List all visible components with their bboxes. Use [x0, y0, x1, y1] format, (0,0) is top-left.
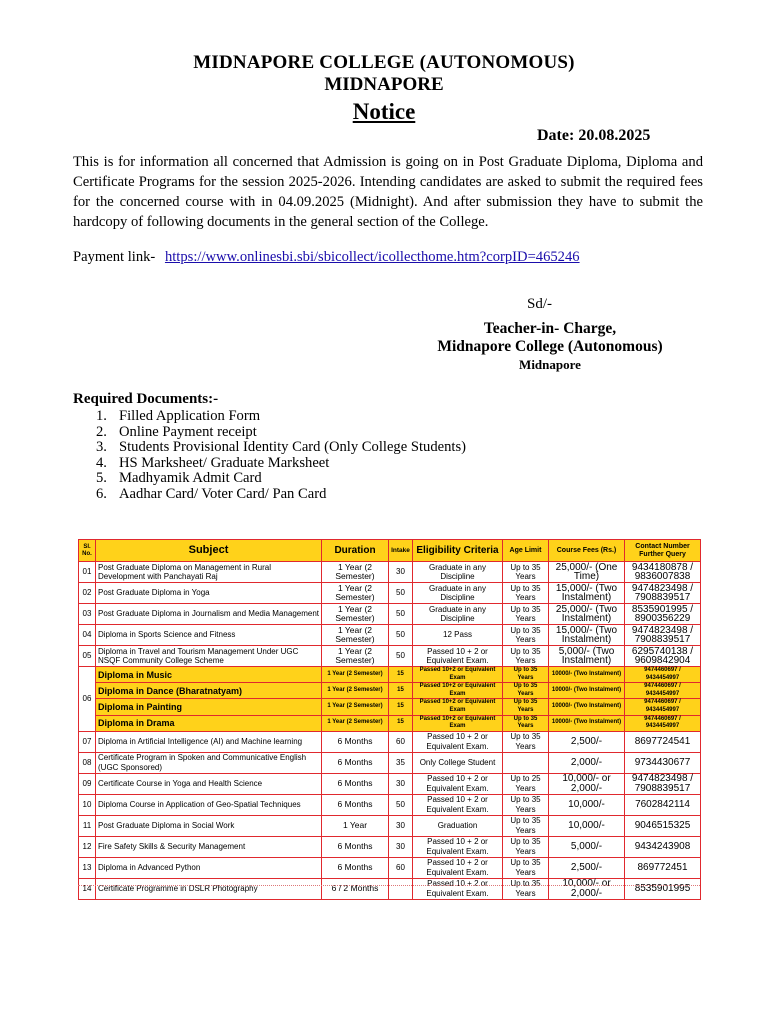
cell-contact: 8535901995: [625, 878, 701, 899]
cell-fees: 25,000/- (Two Instalment): [549, 604, 625, 625]
cell-eligibility: Passed 10+2 or Equivalent Exam: [413, 667, 503, 683]
cell-fees: 10000/- (Two Instalment): [549, 715, 625, 731]
cell-age: Up to 35 Years: [503, 646, 549, 667]
cell-subject: Post Graduate Diploma in Journalism and Media Management: [96, 604, 322, 625]
cell-duration: 6 Months: [322, 773, 389, 794]
col-sl: Sl. No.: [79, 540, 96, 562]
cell-contact: 7602842114: [625, 794, 701, 815]
cell-sl: 04: [79, 625, 96, 646]
cell-subject: Post Graduate Diploma in Yoga: [96, 583, 322, 604]
cell-intake: 50: [389, 646, 413, 667]
table-row: [79, 604, 701, 625]
cell-sl: 06: [79, 667, 96, 732]
cell-age: Up to 35 Years: [503, 625, 549, 646]
cell-intake: 50: [389, 625, 413, 646]
list-item: 1. Filled Application Form: [96, 408, 261, 424]
notice-heading: Notice: [352, 99, 416, 124]
list-item: 3. Students Provisional Identity Card (Only College Students): [96, 439, 466, 455]
college-name: MIDNAPORE COLLEGE (AUTONOMOUS): [193, 52, 575, 73]
table-row: [79, 583, 701, 604]
col-fees: Course Fees (Rs.): [549, 540, 625, 562]
cell-intake: 15: [389, 715, 413, 731]
table-row: [79, 815, 701, 836]
cell-contact: 9046515325: [625, 815, 701, 836]
cell-duration: 6 Months: [322, 794, 389, 815]
cell-contact: 9474823498 / 7908839517: [625, 773, 701, 794]
cell-contact: 9434180878 / 9836007838: [625, 562, 701, 583]
cell-age: Up to 35 Years: [503, 731, 549, 752]
cell-eligibility: Passed 10 + 2 or Equivalent Exam.: [413, 857, 503, 878]
col-subject: Subject: [96, 540, 322, 562]
table-row: [79, 857, 701, 878]
cell-duration: 6 Months: [322, 731, 389, 752]
cell-age: Up to 35 Years: [503, 857, 549, 878]
cell-duration: 1 Year (2 Semester): [322, 625, 389, 646]
cell-subject: Diploma Course in Application of Geo-Spatial Techniques: [96, 794, 322, 815]
courses-table-wrapper: [78, 539, 700, 900]
cell-eligibility: Passed 10 + 2 or Equivalent Exam.: [413, 646, 503, 667]
cell-intake: 30: [389, 815, 413, 836]
cell-duration: 1 Year (2 Semester): [322, 699, 389, 715]
cell-duration: 1 Year: [322, 815, 389, 836]
cell-eligibility: Passed 10 + 2 or Equivalent Exam.: [413, 836, 503, 857]
cell-fees: 10,000/- or 2,000/-: [549, 878, 625, 899]
cell-eligibility: 12 Pass: [413, 625, 503, 646]
cell-intake: 15: [389, 667, 413, 683]
cell-age: Up to 35 Years: [503, 715, 549, 731]
signature-sd: Sd/-: [527, 296, 553, 312]
cell-sl: 07: [79, 731, 96, 752]
cell-contact: 9474460697 / 9434454997: [625, 683, 701, 699]
table-row: [79, 667, 701, 683]
signature-college: Midnapore College (Autonomous): [437, 338, 663, 355]
cell-subject: Diploma in Dance (Bharatnatyam): [96, 683, 322, 699]
cell-fees: 10000/- (Two Instalment): [549, 699, 625, 715]
cell-age: Up to 35 Years: [503, 836, 549, 857]
cell-sl: 03: [79, 604, 96, 625]
cell-intake: 15: [389, 683, 413, 699]
cell-age: Up to 25 Years: [503, 773, 549, 794]
cell-duration: 1 Year (2 Semester): [322, 646, 389, 667]
cell-contact: 8697724541: [625, 731, 701, 752]
cell-age: Up to 35 Years: [503, 878, 549, 899]
cell-eligibility: Passed 10 + 2 or Equivalent Exam.: [413, 794, 503, 815]
col-age: Age Limit: [503, 540, 549, 562]
table-row: [79, 752, 701, 773]
table-bottom-border: [78, 885, 700, 890]
cell-intake: 15: [389, 699, 413, 715]
table-row: [79, 773, 701, 794]
courses-table: [78, 539, 701, 900]
cell-fees: 10,000/- or 2,000/-: [549, 773, 625, 794]
cell-subject: Diploma in Music: [96, 667, 322, 683]
col-eligibility: Eligibility Criteria: [413, 540, 503, 562]
cell-sl: 09: [79, 773, 96, 794]
cell-subject: Fire Safety Skills & Security Management: [96, 836, 322, 857]
table-row: [79, 715, 701, 731]
cell-sl: 11: [79, 815, 96, 836]
cell-intake: 60: [389, 731, 413, 752]
cell-intake: 30: [389, 836, 413, 857]
cell-fees: 10,000/-: [549, 794, 625, 815]
cell-subject: Post Graduate Diploma in Social Work: [96, 815, 322, 836]
cell-duration: 1 Year (2 Semester): [322, 683, 389, 699]
cell-sl: 13: [79, 857, 96, 878]
cell-age: Up to 35 Years: [503, 794, 549, 815]
cell-age: Up to 35 Years: [503, 815, 549, 836]
cell-eligibility: Passed 10+2 or Equivalent Exam: [413, 683, 503, 699]
cell-contact: 9734430677: [625, 752, 701, 773]
list-item: 5. Madhyamik Admit Card: [96, 470, 262, 486]
cell-fees: 2,500/-: [549, 857, 625, 878]
cell-sl: 10: [79, 794, 96, 815]
cell-contact: 9434243908: [625, 836, 701, 857]
cell-intake: 35: [389, 752, 413, 773]
cell-fees: 10000/- (Two Instalment): [549, 667, 625, 683]
cell-duration: 6 Months: [322, 857, 389, 878]
cell-subject: Diploma in Travel and Tourism Management Under UGC NSQF Community College Scheme: [96, 646, 322, 667]
cell-subject: Diploma in Advanced Python: [96, 857, 322, 878]
cell-subject: Diploma in Artificial Intelligence (AI) and Machine learning: [96, 731, 322, 752]
cell-fees: 5,000/-: [549, 836, 625, 857]
cell-eligibility: Passed 10+2 or Equivalent Exam: [413, 715, 503, 731]
cell-contact: 9474460697 / 9434454997: [625, 715, 701, 731]
cell-contact: 869772451: [625, 857, 701, 878]
cell-eligibility: Passed 10 + 2 or Equivalent Exam.: [413, 731, 503, 752]
cell-age: Up to 35 Years: [503, 562, 549, 583]
list-item: 2. Online Payment receipt: [96, 423, 257, 440]
cell-duration: 1 Year (2 Semester): [322, 583, 389, 604]
table-row: [79, 836, 701, 857]
payment-link[interactable]: https://www.onlinesbi.sbi/sbicollect/icollecthome.htm?corpID=465246: [164, 249, 580, 265]
cell-contact: 8535901995 / 8900356229: [625, 604, 701, 625]
documents-list: [96, 409, 466, 502]
cell-sl: 08: [79, 752, 96, 773]
cell-sl: 12: [79, 836, 96, 857]
cell-age: Up to 35 Years: [503, 604, 549, 625]
cell-subject: Diploma in Drama: [96, 715, 322, 731]
cell-duration: 6 Months: [322, 752, 389, 773]
cell-duration: 1 Year (2 Semester): [322, 562, 389, 583]
cell-duration: 1 Year (2 Semester): [322, 715, 389, 731]
list-item: 4. HS Marksheet/ Graduate Marksheet: [96, 454, 330, 471]
cell-subject: Certificate Course in Yoga and Health Science: [96, 773, 322, 794]
cell-intake: 30: [389, 562, 413, 583]
table-row: [79, 646, 701, 667]
cell-duration: 6 / 2 Months: [322, 878, 389, 899]
cell-contact: 9474823498 / 7908839517: [625, 625, 701, 646]
signature-title: Teacher-in- Charge,: [483, 320, 617, 337]
col-contact: Contact Number Further Query: [625, 540, 701, 562]
cell-duration: 1 Year (2 Semester): [322, 667, 389, 683]
documents-heading: Required Documents:-: [73, 391, 219, 407]
col-intake: Intake: [389, 540, 413, 562]
cell-eligibility: Passed 10+2 or Equivalent Exam: [413, 699, 503, 715]
cell-fees: 15,000/- (Two Instalment): [549, 625, 625, 646]
cell-intake: 30: [389, 773, 413, 794]
cell-fees: 25,000/- (One Time): [549, 562, 625, 583]
list-item: 6. Aadhar Card/ Voter Card/ Pan Card: [96, 485, 327, 502]
cell-intake: 50: [389, 583, 413, 604]
cell-eligibility: Graduate in any Discipline: [413, 604, 503, 625]
cell-age: [503, 752, 549, 773]
col-duration: Duration: [322, 540, 389, 562]
cell-fees: 10000/- (Two Instalment): [549, 683, 625, 699]
cell-age: Up to 35 Years: [503, 699, 549, 715]
table-row: [79, 731, 701, 752]
table-row: [79, 699, 701, 715]
cell-subject: Certificate Program in Spoken and Communicative English (UGC Sponsored): [96, 752, 322, 773]
cell-subject: Diploma in Painting: [96, 699, 322, 715]
cell-contact: 6295740138 / 9609842904: [625, 646, 701, 667]
cell-subject: Certificate Programme in DSLR Photography: [96, 878, 322, 899]
cell-fees: 10,000/-: [549, 815, 625, 836]
cell-intake: 60: [389, 857, 413, 878]
cell-contact: 9474460697 / 9434454997: [625, 667, 701, 683]
cell-age: Up to 35 Years: [503, 683, 549, 699]
cell-intake: 50: [389, 794, 413, 815]
cell-fees: 5,000/- (Two Instalment): [549, 646, 625, 667]
cell-eligibility: Graduate in any Discipline: [413, 562, 503, 583]
cell-eligibility: Only College Student: [413, 752, 503, 773]
college-town: MIDNAPORE: [324, 74, 444, 95]
cell-subject: Diploma in Sports Science and Fitness: [96, 625, 322, 646]
cell-intake: 50: [389, 604, 413, 625]
signature-town: Midnapore: [519, 357, 581, 372]
cell-sl: 01: [79, 562, 96, 583]
cell-sl: 14: [79, 878, 96, 899]
payment-line: [73, 249, 580, 266]
table-header-row: [79, 540, 701, 562]
cell-fees: 15,000/- (Two Instalment): [549, 583, 625, 604]
cell-contact: 9474823498 / 7908839517: [625, 583, 701, 604]
cell-contact: 9474460697 / 9434454997: [625, 699, 701, 715]
table-row: [79, 562, 701, 583]
table-row: [79, 683, 701, 699]
cell-sl: 05: [79, 646, 96, 667]
notice-paragraph: This is for information all concerned that Admission is going on in Post Graduate Diploma, Diploma and Certificate Programs for the session 2025-2026. Intending candidates are asked to submit the required fees for the concerned course with in 04.09.2025 (Midnight). And after submission they have to submit the hardcopy of following documents in the general section of the College.: [73, 154, 703, 230]
cell-duration: 1 Year (2 Semester): [322, 604, 389, 625]
cell-fees: 2,500/-: [549, 731, 625, 752]
cell-age: Up to 35 Years: [503, 667, 549, 683]
cell-fees: 2,000/-: [549, 752, 625, 773]
table-row: [79, 625, 701, 646]
cell-eligibility: Graduate in any Discipline: [413, 583, 503, 604]
table-row: [79, 794, 701, 815]
cell-duration: 6 Months: [322, 836, 389, 857]
payment-label: Payment link-: [73, 249, 156, 265]
cell-sl: 02: [79, 583, 96, 604]
cell-eligibility: Graduation: [413, 815, 503, 836]
cell-eligibility: Passed 10 + 2 or Equivalent Exam.: [413, 773, 503, 794]
cell-subject: Post Graduate Diploma on Management in Rural Development with Panchayati Raj: [96, 562, 322, 583]
cell-eligibility: Passed 10 + 2 or Equivalent Exam.: [413, 878, 503, 899]
cell-age: Up to 35 Years: [503, 583, 549, 604]
notice-date: Date: 20.08.2025: [537, 127, 651, 144]
